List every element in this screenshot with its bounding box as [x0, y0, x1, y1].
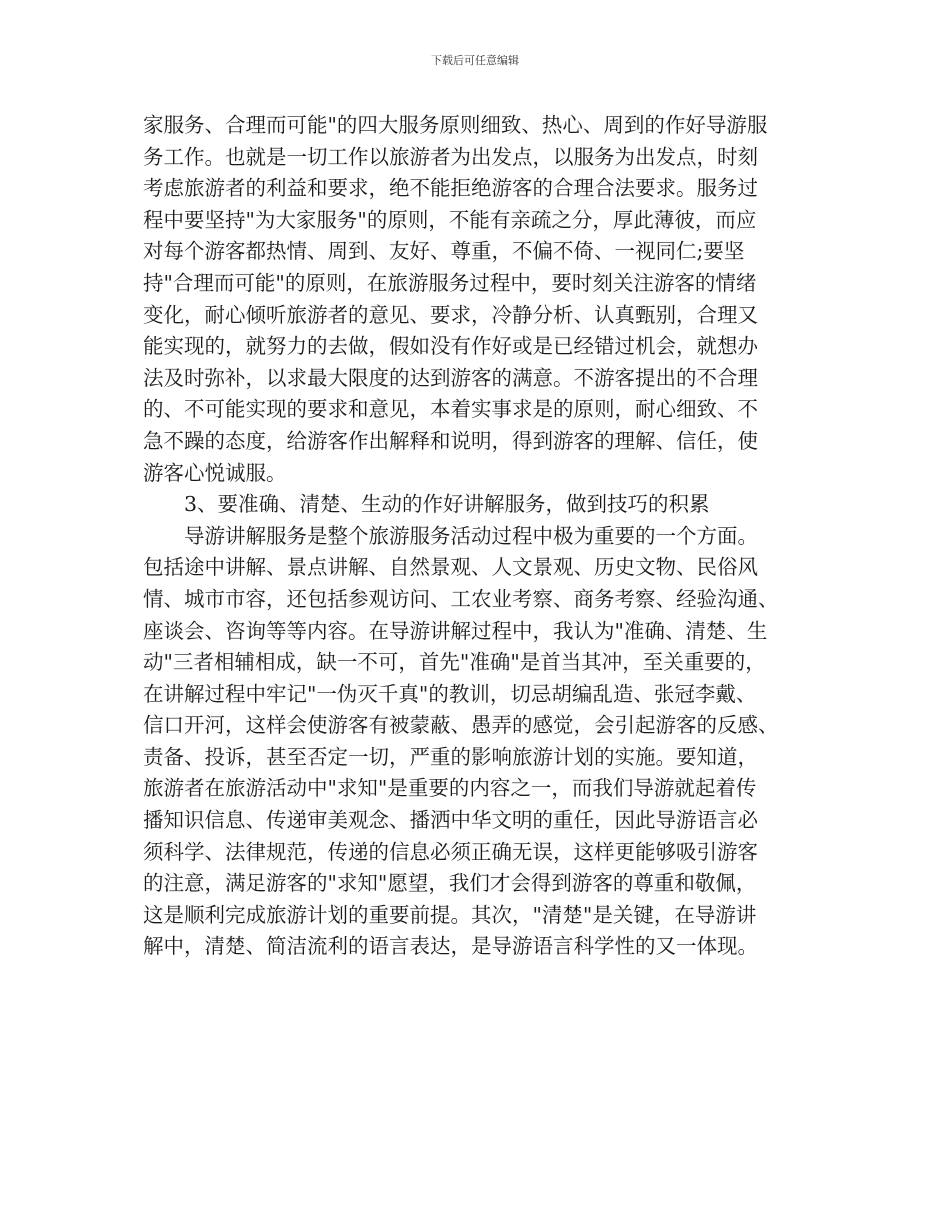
text-line: 播知识信息、传递审美观念、播洒中华文明的重任，因此导游语言必	[143, 808, 758, 833]
text-line: 变化，耐心倾听旅游者的意见、要求，冷静分析、认真甄别，合理又	[143, 302, 758, 327]
text-line: 务工作。也就是一切工作以旅游者为出发点，以服务为出发点，时刻	[143, 144, 758, 169]
text-line: 座谈会、咨询等等内容。在导游讲解过程中，我认为"准确、清楚、生	[143, 618, 768, 643]
page-header: 下载后可任意编辑	[431, 54, 519, 67]
text-line: 对每个游客都热情、周到、友好、尊重，不偏不倚、一视同仁;要坚	[143, 239, 745, 264]
text-line: 在讲解过程中牢记"一伪灭千真"的教训，切忌胡编乱造、张冠李戴、	[143, 681, 757, 706]
text-line: 考虑旅游者的利益和要求，绝不能拒绝游客的合理合法要求。服务过	[143, 176, 758, 201]
text-line: 解中，清楚、简洁流利的语言表达，是导游语言科学性的又一体现。	[143, 934, 758, 959]
document-body	[143, 110, 811, 963]
text-line: 情、城市市容，还包括参观访问、工农业考察、商务考察、经验沟通、	[143, 586, 779, 611]
paragraph-first-line: 导游讲解服务是整个旅游服务活动过程中极为重要的一个方面。	[184, 523, 758, 548]
text-line: 能实现的，就努力的去做，假如没有作好或是已经错过机会，就想办	[143, 334, 758, 359]
text-line: 动"三者相辅相成，缺一不可，首先"准确"是首当其冲，至关重要的，	[143, 650, 766, 675]
text-line: 游客心悦诚服。	[143, 460, 287, 485]
text-line: 法及时弥补，以求最大限度的达到游客的满意。不游客提出的不合理	[143, 365, 758, 390]
text-line: 须科学、法律规范，传递的信息必须正确无误，这样更能够吸引游客	[143, 839, 758, 864]
text-line: 的、不可能实现的要求和意见，本着实事求是的原则，耐心细致、不	[143, 397, 758, 422]
text-line: 持"合理而可能"的原则，在旅游服务过程中，要时刻关注游客的情绪	[143, 270, 757, 295]
section-heading: 3、要准确、清楚、生动的作好讲解服务，做到技巧的积累	[184, 492, 710, 517]
text-line: 责备、投诉，甚至否定一切，严重的影响旅游计划的实施。要知道，	[143, 744, 758, 769]
text-line: 程中要坚持"为大家服务"的原则，不能有亲疏之分，厚此薄彼，而应	[143, 207, 757, 232]
text-line: 旅游者在旅游活动中"求知"是重要的内容之一，而我们导游就起着传	[143, 776, 757, 801]
text-line: 家服务、合理而可能"的四大服务原则细致、热心、周到的作好导游服	[143, 113, 768, 137]
text-line: 这是顺利完成旅游计划的重要前提。其次，"清楚"是关键，在导游讲	[143, 902, 757, 927]
text-line: 包括途中讲解、景点讲解、自然景观、人文景观、历史文物、民俗风	[143, 555, 758, 580]
text-line: 信口开河，这样会使游客有被蒙蔽、愚弄的感觉，会引起游客的反感、	[143, 713, 779, 738]
text-line: 的注意，满足游客的"求知"愿望，我们才会得到游客的尊重和敬佩，	[143, 871, 757, 896]
text-line: 急不躁的态度，给游客作出解释和说明，得到游客的理解、信任，使	[143, 428, 758, 453]
